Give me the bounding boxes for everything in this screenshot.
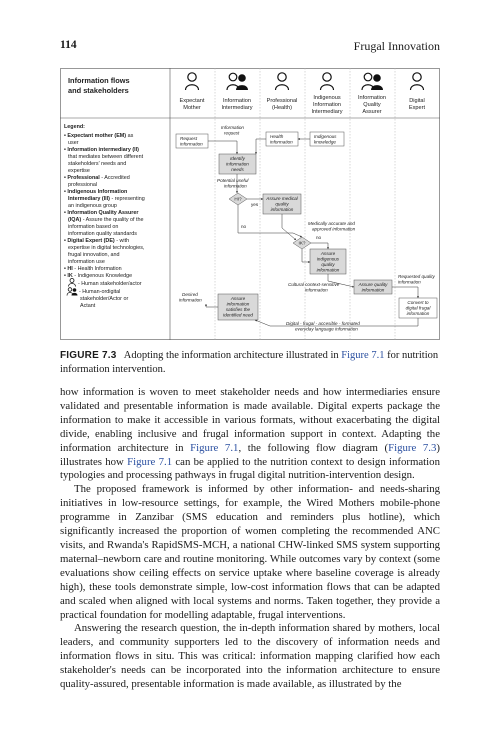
legend-line: that mediates between different xyxy=(68,154,144,160)
node-potential-useful-information xyxy=(217,178,249,189)
node-assure-indigenous-quality xyxy=(310,249,346,274)
lane-header-information-intermediary xyxy=(221,73,252,111)
svg-text:Assure quality: Assure quality xyxy=(358,282,388,287)
legend-item: • Digital Expert (DE) - with xyxy=(64,238,130,244)
legend-line: information based on xyxy=(68,224,119,230)
legend-line: Actant xyxy=(80,303,96,309)
svg-text:Indigenous: Indigenous xyxy=(314,134,337,139)
svg-text:everyday language information: everyday language information xyxy=(295,326,358,332)
figure-caption xyxy=(60,349,440,376)
lane-label-line2: (Health) xyxy=(272,105,292,111)
label-no: no xyxy=(241,224,247,229)
svg-text:digital frugal: digital frugal xyxy=(405,305,431,311)
svg-text:Medically accurate and: Medically accurate and xyxy=(308,221,355,226)
lane-label-line2: Quality xyxy=(363,102,381,108)
node-identify-needs xyxy=(219,154,256,174)
node-information-request xyxy=(221,125,244,136)
svg-text:Assure: Assure xyxy=(230,296,246,301)
lane-label-line3: Intermediary xyxy=(311,109,343,115)
svg-text:IK?: IK? xyxy=(298,240,306,246)
figure-7-3 xyxy=(60,68,440,340)
running-title: Frugal Innovation xyxy=(353,39,440,53)
legend-line: user xyxy=(68,140,79,146)
page-header xyxy=(60,39,440,57)
figure-link[interactable]: Figure 7.1 xyxy=(127,455,173,468)
person-icon xyxy=(276,73,289,90)
caption-text: Adopting the information architecture illustrated in xyxy=(123,350,339,361)
svg-text:Assure: Assure xyxy=(320,251,336,256)
person-pair-icon xyxy=(227,73,248,90)
legend-line: expertise xyxy=(68,168,90,174)
svg-text:information: information xyxy=(180,141,203,147)
node-medically-accurate xyxy=(308,221,356,232)
svg-text:request: request xyxy=(224,130,240,136)
node-request-information xyxy=(176,134,208,148)
label-no: no xyxy=(316,235,322,240)
svg-text:information: information xyxy=(398,279,421,285)
svg-text:satisfies the: satisfies the xyxy=(225,307,251,312)
node-indigenous-knowledge xyxy=(310,132,344,146)
svg-text:Information: Information xyxy=(221,125,244,130)
figure-title-line2: and stakeholders xyxy=(68,86,129,95)
lane-label-line1: Information xyxy=(223,98,251,104)
svg-text:Assure medical: Assure medical xyxy=(266,196,298,201)
legend-item: (IQA) - Assure the quality of the xyxy=(68,217,144,223)
node-desired-information xyxy=(179,292,202,303)
svg-text:Request: Request xyxy=(180,136,198,141)
lane-header-indigenous-intermediary xyxy=(311,73,342,115)
legend-item: • HI - Health Information xyxy=(64,266,122,272)
figure-link[interactable]: Figure 7.1 xyxy=(341,350,385,361)
svg-text:quality: quality xyxy=(275,201,289,207)
legend-line: stakeholder/Actor or xyxy=(80,296,129,302)
lane-header-quality-assurer xyxy=(358,73,386,115)
label-yes: yes xyxy=(251,202,259,207)
figure-label: FIGURE 7.3 xyxy=(60,350,117,361)
svg-text:information: information xyxy=(224,183,247,189)
legend-line: an indigenous group xyxy=(68,203,117,209)
svg-text:information: information xyxy=(406,311,430,316)
svg-text:Digital - frugal - accesible -: Digital - frugal - accesible - formated xyxy=(286,321,360,326)
lane-label-line1: Professional xyxy=(266,98,298,104)
lane-label-line1: Digital xyxy=(409,98,425,104)
figure-link[interactable]: Figure 7.1 xyxy=(190,441,239,454)
lane-label-line2: Expert xyxy=(408,105,426,111)
body-text xyxy=(60,386,440,692)
person-icon xyxy=(411,73,424,90)
node-convert-digital xyxy=(399,298,437,318)
caption-text: for nutrition information intervention. xyxy=(60,350,439,375)
svg-text:quality: quality xyxy=(321,262,335,267)
legend-line: professional xyxy=(68,182,98,188)
svg-text:approved information: approved information xyxy=(312,226,356,232)
person-icon xyxy=(69,279,76,287)
person-pair-icon xyxy=(67,288,78,296)
lane-label-line1: Indigenous xyxy=(313,95,341,101)
legend-item: • IK - Indigenous Knowledge xyxy=(64,273,133,279)
lane-label-line2: Information xyxy=(313,102,341,108)
lane-label-line3: Assurer xyxy=(362,109,382,115)
legend xyxy=(64,133,145,309)
node-requested-quality xyxy=(398,274,435,285)
node-cultural-context xyxy=(288,282,340,293)
node-assure-satisfies-need xyxy=(218,294,258,320)
page-number: 114 xyxy=(60,39,77,51)
svg-text:indigenous: indigenous xyxy=(316,256,340,262)
legend-item: • Information Quality Assurer xyxy=(64,210,139,216)
lane-header-digital-expert xyxy=(409,73,426,111)
paragraph: The proposed framework is informed by other information- and needs-sharing initiatives in low-resource settings, for example, the Wired Mothers mobile-phone programme in Zanzibar (SMS education and reminders plus hotline), which significantly increased the proportion of women completing the recommended ANC visits, and Rwanda's RapidSMS-MCH, a national CHW-linked SMS system supporting maternal–newborn care and routine monitoring. While outcomes vary by context (some evaluations show ceiling effects on service uptake where baseline coverage is already high), these tools demonstrate simple, low-cost information flows that can be adapted and scaled when aligned with local systems and norms. Taken together, they provide a practical foundation for modelling adaptable, frugal interventions. xyxy=(60,483,440,621)
legend-item: Intermediary (III) - representing xyxy=(68,196,145,202)
svg-text:Cultural context-sensitive: Cultural context-sensitive xyxy=(288,282,340,287)
paragraph-text: how information is woven to meet stakeholder needs and how intermediaries ensure validated and presentable information is made available. Digital experts package the information to make it accessible in various formats, without exacerbating the digital divide, enabling inclusive and frugal information support in context. Adapting the information architecture in xyxy=(60,386,440,454)
node-assure-quality xyxy=(354,280,392,294)
paragraph-text: ) illustrates how xyxy=(60,441,440,468)
legend-line: - Human stakeholder/actor xyxy=(78,281,142,287)
legend-line: frugal innovation, and xyxy=(68,252,120,258)
person-icon xyxy=(321,73,334,90)
legend-line: - Human-ordigital xyxy=(79,289,121,295)
legend-item: • Indigenous Information xyxy=(64,189,128,195)
legend-item: • Professional - Accredited xyxy=(64,175,130,181)
figure-link[interactable]: Figure 7.3 xyxy=(388,441,437,454)
lane-label-line1: Information xyxy=(358,95,386,101)
svg-text:information: information xyxy=(179,297,202,303)
svg-text:knowledge: knowledge xyxy=(314,139,336,145)
paragraph-text: can be applied to the nutrition context to design information typologies and processing pathways in frugal digital nutrition-intervention design. xyxy=(60,455,440,482)
svg-text:information: information xyxy=(316,267,340,273)
svg-text:Health: Health xyxy=(270,134,284,139)
paragraph: Answering the research question, the in-depth information shared by mothers, local leaders, and community supporters led to the discovery of information needs and information flows in situ. This was critical: information mapping clarified how each stakeholder's needs can be incorporated into the information architecture to ensure quality-assured, presentable information is made available, as illustrated by the xyxy=(60,622,440,691)
svg-text:Desired: Desired xyxy=(182,292,198,297)
legend-item: • Information intermediary (II) xyxy=(64,147,139,153)
svg-text:information: information xyxy=(270,139,293,145)
svg-text:needs: needs xyxy=(231,167,244,172)
legend-line: information use xyxy=(68,259,105,265)
svg-text:information: information xyxy=(226,301,250,307)
lane-header-expectant-mother xyxy=(180,73,205,111)
node-assure-medical-quality xyxy=(263,194,301,214)
svg-text:information: information xyxy=(305,287,328,293)
svg-text:Identify: Identify xyxy=(230,156,245,161)
legend-item: • Expectant mother (EM) as xyxy=(64,133,134,139)
person-pair-icon xyxy=(362,73,383,90)
person-icon xyxy=(186,73,199,90)
lane-label-line2: Mother xyxy=(183,105,201,111)
legend-line: information quality standards xyxy=(68,231,137,237)
svg-text:Requested quality: Requested quality xyxy=(398,274,435,279)
node-hi-decision xyxy=(229,193,247,205)
node-health-information xyxy=(266,132,298,146)
svg-text:HI?: HI? xyxy=(234,196,242,202)
svg-text:information: information xyxy=(226,161,249,167)
legend-line: stakeholders' needs and xyxy=(68,161,127,167)
paragraph-text: , the following flow diagram ( xyxy=(238,441,389,454)
svg-text:information: information xyxy=(361,287,385,293)
svg-text:Convert to: Convert to xyxy=(407,300,429,305)
lane-label-line2: Intermediary xyxy=(221,105,253,111)
svg-text:information: information xyxy=(270,207,294,212)
lane-label-line1: Expectant xyxy=(179,98,205,104)
paragraph xyxy=(60,386,440,483)
svg-text:identified need: identified need xyxy=(223,312,253,318)
figure-title-line1: Information flows xyxy=(68,76,130,85)
node-ik-decision xyxy=(293,237,311,249)
legend-line: expertise in digital technologies, xyxy=(68,245,145,251)
lane-header-professional-health xyxy=(267,73,298,111)
flow-diagram xyxy=(60,68,440,340)
legend-heading: Legend: xyxy=(64,124,85,130)
svg-text:Potential useful: Potential useful xyxy=(217,178,249,183)
